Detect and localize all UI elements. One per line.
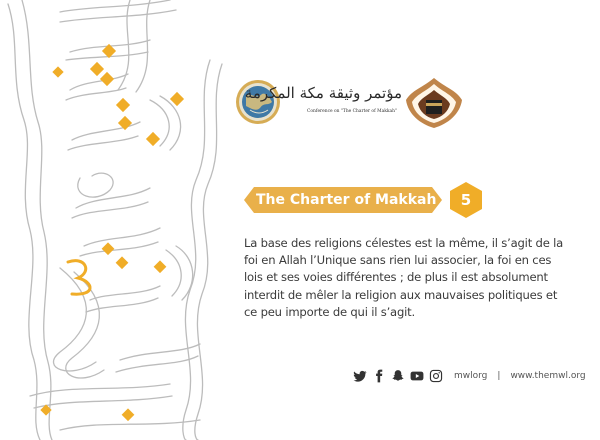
card-title: The Charter of Makkah [256, 192, 437, 208]
kaaba-logo [406, 78, 462, 128]
card-body-text: La base des religions célestes est la même, il s’agit de la foi en Allah l’Unique sans rien lui associer, la foi en ces lois et ses voies différentes ; de plus il est absolument interdit de mêler la religion aux mauvaises politiques et ce peu importe de qui il s’agit. [244, 236, 564, 319]
calligraphy-decoration [0, 0, 230, 440]
footer-separator: | [497, 371, 501, 381]
conference-caption: Conference on "The Charter of Makkah" [307, 109, 397, 114]
logo-row [236, 72, 466, 132]
facebook-icon[interactable] [372, 369, 386, 383]
instagram-icon[interactable] [429, 369, 443, 383]
social-handle[interactable]: mwlorg [454, 371, 488, 381]
twitter-icon[interactable] [353, 369, 367, 383]
snapchat-icon[interactable] [391, 369, 405, 383]
youtube-icon[interactable] [410, 369, 424, 383]
website-link[interactable]: www.themwl.org [510, 371, 586, 381]
card-number: 5 [460, 191, 472, 209]
conference-arabic-title: مؤتمر وثيقة مكة المكرمة [244, 84, 402, 102]
social-footer [353, 368, 586, 384]
